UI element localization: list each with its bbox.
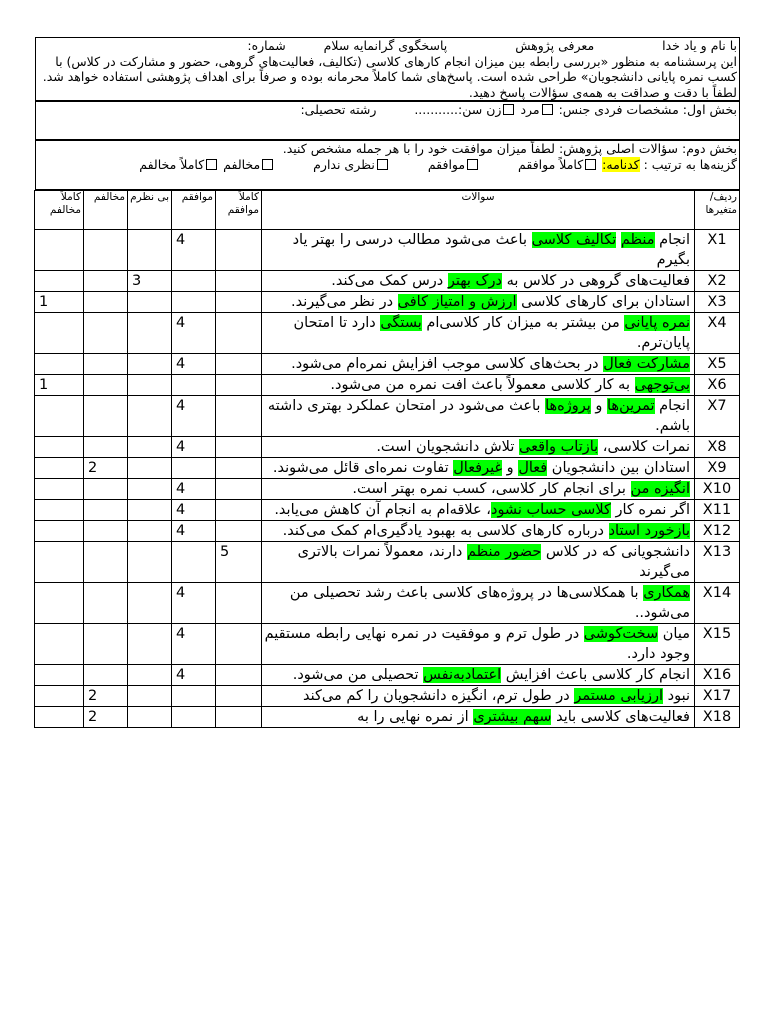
answer-cell-strongly-agree[interactable] [216,375,262,396]
answer-cell-strongly-agree[interactable] [216,665,262,686]
answer-cell-disagree[interactable] [84,624,128,665]
answer-cell-strongly-disagree[interactable] [35,437,84,458]
answer-cell-strongly-disagree[interactable] [35,458,84,479]
options-line [38,157,737,173]
male-checkbox[interactable] [542,104,553,115]
answer-cell-strongly-disagree[interactable] [35,271,84,292]
table-row [35,583,740,624]
header-agree: موافقم [172,191,216,230]
highlighted-keyword: بازخورد استاد [608,523,690,539]
answer-cell-agree[interactable]: 4 [172,583,216,624]
question-fragment: و [502,460,519,476]
table-row [35,354,740,375]
row-id: X11 [695,500,740,521]
male-label: مرد [520,102,540,117]
table-row [35,292,740,313]
question-text [262,542,695,583]
answer-cell-neutral[interactable] [128,230,172,271]
header-id: ردیف/ متغیرها [695,191,740,230]
answer-cell-strongly-disagree[interactable] [35,479,84,500]
answer-cell-strongly-agree[interactable] [216,458,262,479]
answer-cell-strongly-disagree[interactable] [35,542,84,583]
answer-cell-disagree[interactable] [84,521,128,542]
question-fragment: فعالیت‌های کلاسی باید [551,709,690,725]
answer-cell-strongly-disagree[interactable] [35,354,84,375]
question-text [262,313,695,354]
answer-cell-neutral[interactable] [128,665,172,686]
highlighted-keyword: همکاری [643,585,690,601]
answer-cell-strongly-disagree[interactable] [35,665,84,686]
answer-cell-neutral[interactable] [128,521,172,542]
answer-cell-strongly-agree[interactable] [216,292,262,313]
row-id: X13 [695,542,740,583]
question-fragment: و [590,398,607,414]
highlighted-keyword: بازتاب واقعی [518,439,599,455]
answer-cell-agree[interactable] [172,707,216,728]
answer-cell-agree[interactable]: 4 [172,313,216,354]
question-text [262,271,695,292]
answer-cell-disagree[interactable] [84,437,128,458]
option-label-1: کاملاً موافقم [518,156,584,172]
header-question: سوالات [262,191,695,230]
row-id: X14 [695,583,740,624]
option-checkbox-3[interactable] [377,159,388,170]
answer-cell-disagree[interactable] [84,354,128,375]
number-label: شماره: [247,38,286,53]
answer-cell-agree[interactable]: 4 [172,230,216,271]
question-fragment: درباره کارهای کلاسی به بهبود یادگیری‌ام کمک می‌کند. [282,523,609,539]
highlighted-keyword: سهم بیشتری [473,709,552,725]
table-row [35,230,740,271]
option-label-3: نظری ندارم [313,156,375,172]
answer-cell-agree[interactable]: 4 [172,354,216,375]
question-text [262,583,695,624]
question-fragment: باعث می‌شود در امتحان عملکرد بهتری داشته باشم. [267,398,690,434]
highlighted-keyword: مشارکت فعال [603,356,690,372]
intro-top-line [38,38,737,54]
question-fragment: نمرات کلاسی، [598,439,690,455]
answer-cell-disagree[interactable]: 2 [84,707,128,728]
question-fragment: فعالیت‌های گروهی در کلاس به [502,273,690,289]
row-id: X3 [695,292,740,313]
answer-cell-neutral[interactable] [128,458,172,479]
highlighted-keyword: ارزیابی مستمر [574,688,664,704]
answer-cell-neutral[interactable] [128,624,172,665]
row-id: X16 [695,665,740,686]
question-fragment: برای انجام کار کلاسی، کسب نمره بهتر است. [352,481,631,497]
answer-cell-agree[interactable]: 4 [172,665,216,686]
question-fragment: استادان بین دانشجویان [547,460,690,476]
answer-cell-strongly-disagree[interactable] [35,500,84,521]
researcher-label: معرفی پژوهش [515,38,595,53]
question-fragment: تحصیلی من می‌شود. [292,667,424,683]
question-text [262,707,695,728]
highlighted-keyword: بستگی [380,315,422,331]
question-fragment: اگر نمره کار [610,502,690,518]
header-strongly-disagree: کاملاً مخالفم [35,191,84,230]
table-header-row [35,191,740,230]
answer-cell-disagree[interactable] [84,313,128,354]
question-text [262,437,695,458]
highlighted-keyword: تمرین‌ها [607,398,655,414]
answer-cell-agree[interactable] [172,458,216,479]
code-label: کدنامه: [602,156,640,172]
answer-cell-neutral[interactable] [128,500,172,521]
highlighted-keyword: تکالیف کلاسی [531,232,617,248]
question-text [262,479,695,500]
row-id: X18 [695,707,740,728]
question-text [262,458,695,479]
answer-cell-agree[interactable]: 4 [172,396,216,437]
highlighted-keyword: نمره پایانی [624,315,690,331]
answer-cell-strongly-agree[interactable] [216,686,262,707]
answer-cell-strongly-agree[interactable] [216,354,262,375]
age-label: سن:........... [414,102,483,117]
table-row [35,500,740,521]
answer-cell-agree[interactable] [172,271,216,292]
table-row [35,313,740,354]
table-row [35,375,740,396]
row-id: X5 [695,354,740,375]
row-id: X15 [695,624,740,665]
gender-label: جنس: [558,102,591,117]
table-row [35,458,740,479]
answer-cell-neutral[interactable] [128,437,172,458]
table-row [35,396,740,437]
question-text [262,396,695,437]
section2-title: بخش دوم: سؤالات اصلی پژوهش: [558,141,737,156]
answer-cell-strongly-agree[interactable] [216,500,262,521]
question-fragment: انجام [654,232,690,248]
section2-title-line [38,141,737,157]
row-id: X6 [695,375,740,396]
option-checkbox-5[interactable] [206,159,217,170]
highlighted-keyword: حضور منظم [466,544,542,560]
answer-cell-strongly-disagree[interactable]: 1 [35,292,84,313]
table-row [35,521,740,542]
row-id: X10 [695,479,740,500]
highlighted-keyword: ارزش و امتیاز کافی [397,294,517,310]
option-label-2: موافقم [427,156,466,172]
intro-text: این پرسشنامه به منظور «بررسی رابطه بین میزان انجام کارهای کلاسی (تکالیف، فعالیت‌های گروهی، حضور و مشارکت در کلاس) با کسب نمره پایانی دانشجویان» طراحی شده است. پاسخ‌های شما کاملاً محرمانه بوده و صرفاً برای اهداف پژوهشی استفاده خواهد شد. لطفاً با دقت و صداقت به همه‌ی سؤالات پاسخ دهید. [42,53,737,100]
question-fragment: در نظر می‌گیرند. [291,294,398,310]
answer-cell-disagree[interactable] [84,375,128,396]
answer-cell-agree[interactable] [172,542,216,583]
questions-body [35,191,740,728]
answer-cell-strongly-agree[interactable] [216,479,262,500]
question-fragment: من بیشتر به میزان کار کلاسی‌ام [421,315,625,331]
highlighted-keyword: کلاسی حساب نشود [490,502,611,518]
answer-cell-strongly-agree[interactable] [216,624,262,665]
section2-table [35,140,740,190]
table-row [35,686,740,707]
highlighted-keyword: منظم [620,232,655,248]
answer-cell-disagree[interactable] [84,230,128,271]
question-text [262,375,695,396]
answer-cell-neutral[interactable] [128,583,172,624]
answer-cell-agree[interactable]: 4 [172,521,216,542]
question-fragment: دارد تا امتحان پایان‌ترم. [293,315,690,351]
question-fragment: به کار کلاسی معمولاً باعث افت نمره من می‌شود. [330,377,635,393]
answer-cell-disagree[interactable] [84,542,128,583]
question-text [262,500,695,521]
answer-cell-disagree[interactable] [84,271,128,292]
section1-cell [36,102,740,140]
highlighted-keyword: پروژه‌ها [545,398,591,414]
option-checkbox-4[interactable] [262,159,273,170]
questionnaire-page [35,37,740,728]
question-fragment: از نمره نهایی را به [357,709,474,725]
respondent-greeting: پاسخگوی گرانمایه سلام [323,38,448,53]
answer-cell-strongly-disagree[interactable] [35,707,84,728]
answer-cell-agree[interactable] [172,375,216,396]
bismillah-text: با نام و یاد خدا [662,38,737,53]
highlighted-keyword: سخت‌کوشی [583,626,659,642]
table-row [35,624,740,665]
answer-cell-disagree[interactable] [84,665,128,686]
answer-cell-neutral[interactable] [128,396,172,437]
answer-cell-strongly-disagree[interactable] [35,396,84,437]
female-checkbox[interactable] [503,104,514,115]
question-fragment: تلاش دانشجویان است. [376,439,519,455]
answer-cell-strongly-agree[interactable] [216,313,262,354]
row-id: X7 [695,396,740,437]
answer-cell-neutral[interactable] [128,292,172,313]
question-text [262,624,695,665]
row-id: X9 [695,458,740,479]
answer-cell-strongly-agree[interactable] [216,707,262,728]
answer-cell-strongly-disagree[interactable] [35,686,84,707]
highlighted-keyword: غیرفعال [453,460,503,476]
highlighted-keyword: فعال [518,460,548,476]
row-id: X12 [695,521,740,542]
answer-cell-strongly-agree[interactable] [216,271,262,292]
question-fragment: دارند، معمولاً نمرات بالاتری می‌گیرند [297,544,690,580]
question-fragment: باعث می‌شود مطالب درسی را بهتر یاد بگیرم [292,232,690,268]
option-label-5: کاملاً مخالفم [139,156,205,172]
field-label: رشته تحصیلی: [300,102,377,117]
highlighted-keyword: انگیزه من [630,481,690,497]
answer-cell-agree[interactable] [172,686,216,707]
answer-cell-disagree[interactable] [84,500,128,521]
table-row [35,437,740,458]
question-fragment: در طول ترم و موفقیت در نمره نهایی رابطه مستقیم وجود دارد. [264,626,690,662]
question-fragment: نبود [663,688,690,704]
question-text [262,665,695,686]
question-fragment: انجام [654,398,690,414]
answer-cell-disagree[interactable] [84,583,128,624]
option-checkbox-1[interactable] [585,159,596,170]
intro-table [35,37,740,101]
row-id: X2 [695,271,740,292]
question-fragment: دانشجویانی که در کلاس [541,544,690,560]
answer-cell-neutral[interactable]: 3 [128,271,172,292]
answer-cell-strongly-agree[interactable] [216,583,262,624]
table-row [35,479,740,500]
answer-cell-strongly-disagree[interactable] [35,230,84,271]
answer-cell-strongly-disagree[interactable] [35,624,84,665]
question-fragment: انجام کار کلاسی باعث افزایش [501,667,690,683]
question-fragment: تفاوت نمره‌ای قائل می‌شوند. [272,460,454,476]
answer-cell-agree[interactable]: 4 [172,437,216,458]
answer-cell-disagree[interactable] [84,292,128,313]
question-fragment: درس کمک می‌کند. [331,273,448,289]
question-fragment: استادان برای کارهای کلاسی [516,294,690,310]
highlighted-keyword: درک بهتر [447,273,502,289]
answer-cell-disagree[interactable]: 2 [84,686,128,707]
answer-cell-strongly-agree[interactable] [216,396,262,437]
answer-cell-agree[interactable]: 4 [172,479,216,500]
answer-cell-strongly-agree[interactable] [216,521,262,542]
question-fragment: در بحث‌های کلاسی موجب افزایش نمره‌ام می‌شود. [291,356,604,372]
answer-cell-neutral[interactable] [128,313,172,354]
answer-cell-disagree[interactable]: 2 [84,458,128,479]
table-row [35,542,740,583]
table-row [35,665,740,686]
question-fragment: با همکلاسی‌ها در پروژه‌های کلاسی باعث رشد تحصیلی من می‌شود.. [289,585,690,621]
question-text [262,354,695,375]
question-fragment: در طول ترم، انگیزه دانشجویان را کم می‌کند [302,688,575,704]
row-id: X8 [695,437,740,458]
answer-cell-neutral[interactable] [128,707,172,728]
header-disagree: مخالفم [84,191,128,230]
highlighted-keyword: بی‌توجهی [634,377,690,393]
questions-table [34,190,740,728]
answer-cell-disagree[interactable] [84,479,128,500]
answer-cell-strongly-agree[interactable]: 5 [216,542,262,583]
section1-table [35,101,740,140]
answer-cell-agree[interactable]: 4 [172,500,216,521]
question-text [262,230,695,271]
answer-cell-neutral[interactable] [128,542,172,583]
row-id: X4 [695,313,740,354]
answer-cell-agree[interactable] [172,292,216,313]
option-label-4: مخالفم [223,156,261,172]
answer-cell-strongly-disagree[interactable] [35,521,84,542]
answer-cell-neutral[interactable] [128,479,172,500]
female-label: زن [486,102,502,117]
option-checkbox-2[interactable] [467,159,478,170]
question-text [262,521,695,542]
section1-title: بخش اول: مشخصات فردی [594,102,737,117]
table-row [35,271,740,292]
row-id: X1 [695,230,740,271]
answer-cell-strongly-disagree[interactable]: 1 [35,375,84,396]
answer-cell-neutral[interactable] [128,686,172,707]
answer-cell-neutral[interactable] [128,375,172,396]
header-neutral: بی نظرم [128,191,172,230]
answer-cell-strongly-agree[interactable] [216,437,262,458]
answer-cell-strongly-agree[interactable] [216,230,262,271]
question-fragment: میان [658,626,690,642]
section2-cell [36,141,740,190]
question-fragment: ، علاقه‌ام به انجام آن کاهش می‌یابد. [274,502,491,518]
row-id: X17 [695,686,740,707]
intro-cell [36,38,740,101]
answer-cell-disagree[interactable] [84,396,128,437]
header-strongly-agree: کاملاً موافقم [216,191,262,230]
answer-cell-agree[interactable]: 4 [172,624,216,665]
answer-cell-neutral[interactable] [128,354,172,375]
answer-cell-strongly-disagree[interactable] [35,313,84,354]
question-text [262,292,695,313]
section2-instruction: لطفاً میزان موافقت خود را با هر جمله مشخص کنید. [282,141,555,156]
answer-cell-strongly-disagree[interactable] [35,583,84,624]
options-prefix: گزینه‌ها به ترتیب : [643,156,737,172]
highlighted-keyword: اعتمادبه‌نفس [423,667,502,683]
table-row [35,707,740,728]
question-text [262,686,695,707]
